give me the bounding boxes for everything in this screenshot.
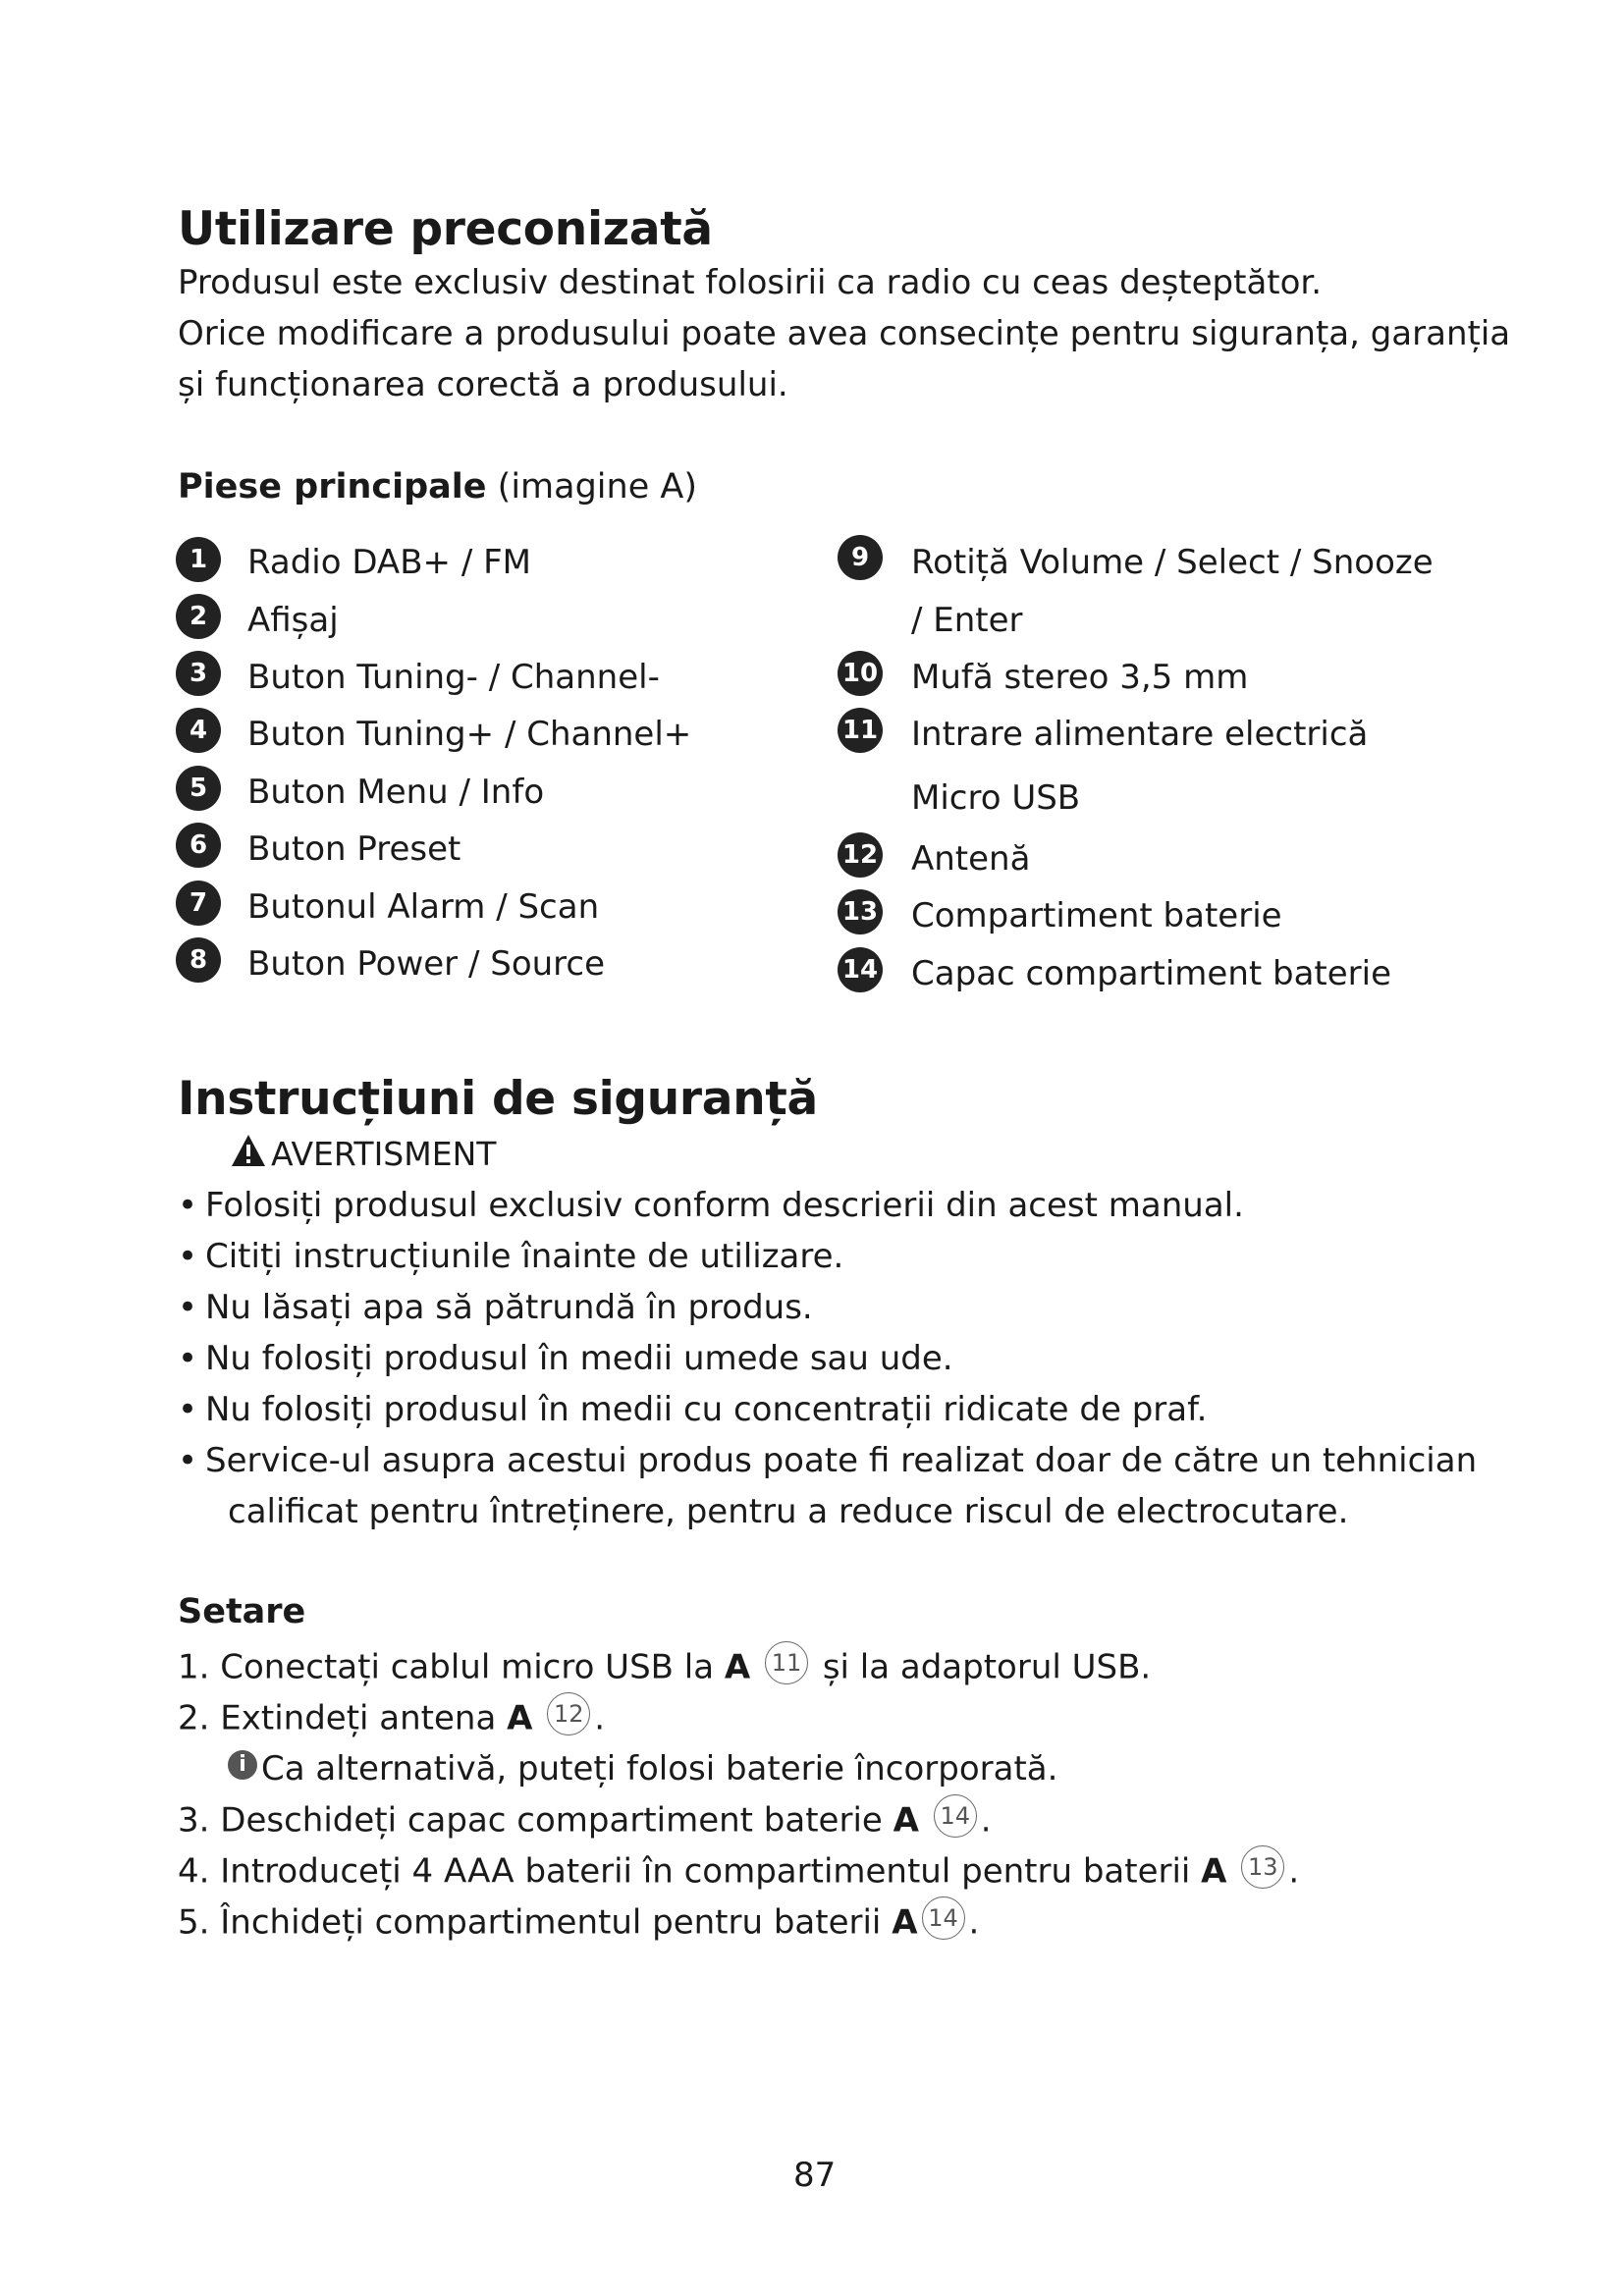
parts-heading-rest: (imagine A) — [497, 467, 697, 507]
parts-heading-bold: Piese principale — [178, 467, 487, 507]
step-number: 4. — [178, 1851, 210, 1892]
figure-ref: A — [507, 1698, 533, 1738]
part-label-13: Compartiment baterie — [911, 896, 1282, 935]
part-badge-4: 4 — [176, 708, 221, 753]
part-badge-8: 8 — [176, 937, 221, 983]
part-label-4: Buton Tuning+ / Channel+ — [247, 715, 692, 754]
part-badge-5: 5 — [176, 766, 221, 811]
warning-line — [230, 1135, 496, 1173]
safety-bullet-text: Citiți instrucțiunile înainte de utilizare. — [205, 1237, 844, 1276]
intended-use-line-2: Orice modificare a produsului poate avea consecințe pentru siguranța, garanția — [178, 314, 1511, 353]
setup-step-3 — [178, 1800, 992, 1843]
setup-heading: Setare — [178, 1592, 306, 1631]
part-label-11-cont: Micro USB — [911, 778, 1081, 818]
part-badge-9: 9 — [838, 535, 883, 580]
figure-ref: A — [893, 1800, 919, 1841]
step-text-end: . — [980, 1800, 992, 1841]
part-label-10: Mufă stereo 3,5 mm — [911, 658, 1249, 697]
safety-bullet-4: • Nu folosiți produsul în medii umede sau ude. — [178, 1339, 953, 1378]
ref-circle-11: 11 — [765, 1641, 808, 1684]
part-badge-13: 13 — [838, 889, 883, 934]
page-number: 87 — [793, 2156, 837, 2195]
part-label-8: Buton Power / Source — [247, 944, 606, 984]
part-label-14: Capac compartiment baterie — [911, 954, 1392, 993]
part-label-9-cont: / Enter — [911, 601, 1023, 640]
part-badge-14: 14 — [838, 947, 883, 992]
ref-circle-14: 14 — [934, 1794, 977, 1838]
ref-circle-12: 12 — [547, 1692, 590, 1735]
step-text-end: . — [968, 1902, 980, 1943]
safety-bullet-text: Service-ul asupra acestui produs poate fi realizat doar de către un tehnician — [205, 1441, 1478, 1480]
safety-bullet-6-cont: calificat pentru întreținere, pentru a reduce riscul de electrocutare. — [228, 1492, 1349, 1531]
part-badge-2: 2 — [176, 594, 221, 639]
step-text-end: . — [1288, 1851, 1300, 1892]
setup-step-1 — [178, 1647, 1151, 1690]
figure-ref: A — [724, 1647, 751, 1687]
part-badge-12: 12 — [838, 832, 883, 878]
part-label-9: Rotiță Volume / Select / Snooze — [911, 543, 1434, 582]
part-label-11: Intrare alimentare electrică — [911, 715, 1369, 754]
safety-bullet-text: Nu folosiți produsul în medii cu concentrații ridicate de praf. — [205, 1390, 1208, 1429]
step-text: Conectați cablul micro USB la — [220, 1647, 715, 1687]
figure-ref: A — [1201, 1851, 1227, 1892]
warning-triangle-icon — [230, 1133, 267, 1168]
safety-bullet-text: Folosiți produsul exclusiv conform descrierii din acest manual. — [205, 1186, 1244, 1225]
warning-label: AVERTISMENT — [271, 1135, 497, 1173]
safety-title: Instrucțiuni de siguranță — [178, 1072, 818, 1126]
part-label-12: Antenă — [911, 839, 1031, 879]
step-text-end: . — [594, 1698, 606, 1738]
part-badge-11: 11 — [838, 708, 883, 753]
part-badge-6: 6 — [176, 823, 221, 868]
step-number: 1. — [178, 1647, 210, 1687]
safety-bullet-5: • Nu folosiți produsul în medii cu concentrații ridicate de praf. — [178, 1390, 1208, 1429]
setup-step-2 — [178, 1698, 605, 1741]
intended-use-line-3: și funcționarea corectă a produsului. — [178, 365, 788, 404]
setup-note-text: Ca alternativă, puteți folosi baterie încorporată. — [261, 1749, 1058, 1789]
part-badge-10: 10 — [838, 651, 883, 696]
part-badge-1: 1 — [176, 537, 221, 582]
intended-use-line-1: Produsul este exclusiv destinat folosirii ca radio cu ceas deșteptător. — [178, 263, 1323, 302]
part-label-6: Buton Preset — [247, 829, 461, 869]
part-badge-7: 7 — [176, 881, 221, 926]
figure-ref: A — [892, 1902, 918, 1943]
info-icon: i — [228, 1750, 257, 1780]
step-text: Introduceți 4 AAA baterii în compartimentul pentru baterii — [220, 1851, 1191, 1892]
setup-step-4 — [178, 1851, 1299, 1895]
part-label-1: Radio DAB+ / FM — [247, 543, 531, 582]
step-text: Închideți compartimentul pentru baterii — [220, 1902, 882, 1943]
part-label-5: Buton Menu / Info — [247, 773, 545, 812]
ref-circle-13: 13 — [1241, 1845, 1284, 1889]
parts-heading — [178, 467, 697, 507]
part-badge-3: 3 — [176, 651, 221, 696]
part-label-2: Afișaj — [247, 601, 339, 640]
safety-bullet-3: • Nu lăsați apa să pătrundă în produs. — [178, 1288, 813, 1327]
step-text: Deschideți capac compartiment baterie — [220, 1800, 883, 1841]
safety-bullet-text: Nu lăsați apa să pătrundă în produs. — [205, 1288, 813, 1327]
step-number: 5. — [178, 1902, 210, 1943]
intended-use-title: Utilizare preconizată — [178, 202, 713, 256]
part-label-3: Buton Tuning- / Channel- — [247, 658, 660, 697]
step-number: 3. — [178, 1800, 210, 1841]
step-number: 2. — [178, 1698, 210, 1738]
ref-circle-14: 14 — [922, 1896, 965, 1940]
setup-note — [228, 1749, 1057, 1789]
safety-bullet-2: • Citiți instrucțiunile înainte de utilizare. — [178, 1237, 844, 1276]
step-text-end: și la adaptorul USB. — [822, 1647, 1152, 1687]
setup-step-5 — [178, 1902, 979, 1946]
safety-bullet-6: • Service-ul asupra acestui produs poate fi realizat doar de către un tehnician — [178, 1441, 1478, 1480]
step-text: Extindeți antena — [220, 1698, 497, 1738]
part-label-7: Butonul Alarm / Scan — [247, 887, 600, 927]
safety-bullet-1: • Folosiți produsul exclusiv conform descrierii din acest manual. — [178, 1186, 1244, 1225]
safety-bullet-text: Nu folosiți produsul în medii umede sau ude. — [205, 1339, 953, 1378]
